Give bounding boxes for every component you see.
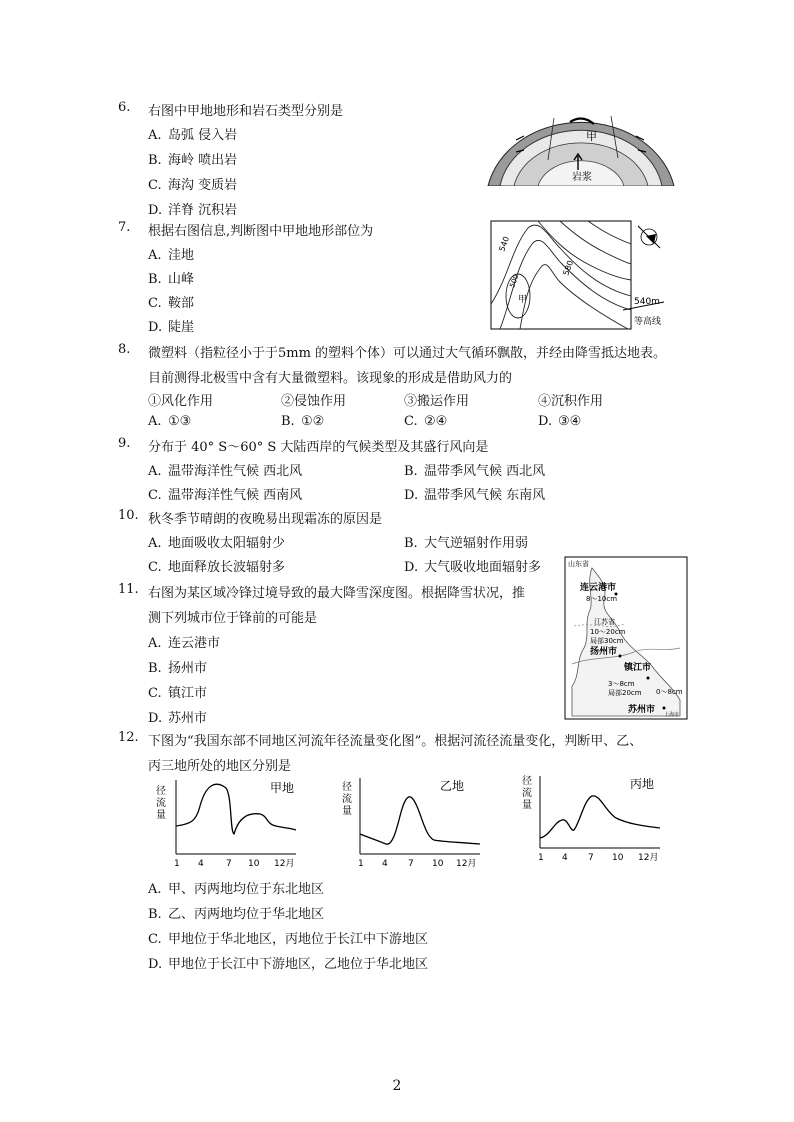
option-d[interactable]: D. 洋脊 沉积岩 [148, 203, 238, 218]
item-4: ④沉积作用 [538, 394, 604, 409]
tick-label: 4 [562, 853, 568, 863]
option-d[interactable]: D. 甲地位于长江中下游地区，乙地位于华北地区 [148, 957, 429, 972]
question-number: 7. [118, 220, 131, 235]
ylabel-char: 流 [522, 788, 532, 799]
option-b[interactable]: B. ①② [281, 414, 325, 429]
ylabel-char: 量 [342, 806, 352, 817]
depth-jiangsu-1: 10～20cm [590, 628, 626, 636]
option-c[interactable]: C. 镇江市 [148, 686, 208, 701]
item-2: ②侵蚀作用 [281, 394, 347, 409]
snowfall-depth-map [564, 556, 688, 720]
tick-label: 10 [432, 859, 444, 869]
ylabel-char: 流 [156, 798, 166, 809]
label-magma: 岩浆 [572, 172, 592, 183]
depth-east: 0～8cm [656, 688, 683, 696]
option-b[interactable]: B. 山峰 [148, 272, 195, 287]
option-a[interactable]: A. 地面吸收太阳辐射少 [148, 536, 286, 551]
ylabel-char: 流 [342, 794, 352, 805]
runoff-chart-yi [342, 778, 480, 869]
tick-label: 1 [538, 853, 544, 863]
option-c[interactable]: C. 温带海洋性气候 西南风 [148, 488, 303, 503]
option-c[interactable]: C. 甲地位于华北地区，丙地位于长江中下游地区 [148, 932, 429, 947]
contour-label-540: 540 [497, 235, 512, 253]
option-b[interactable]: B. 乙、丙两地均位于华北地区 [148, 907, 325, 922]
label-lianyungang: 连云港市 [580, 583, 617, 593]
question-stem: 根据右图信息,判断图中甲地地形部位为 [148, 224, 374, 239]
option-d[interactable]: D. 温带季风气候 东南风 [404, 488, 546, 503]
tick-label: 7 [588, 853, 594, 863]
tick-label: 1 [358, 859, 364, 869]
option-a[interactable]: A. ①③ [148, 414, 192, 429]
option-b[interactable]: B. 温带季风气候 西北风 [404, 464, 546, 479]
chart-title: 甲地 [270, 781, 295, 795]
tick-label: 7 [408, 859, 414, 869]
question-stem: 右图中甲地地形和岩石类型分别是 [148, 104, 344, 119]
question-stem: 秋冬季节晴朗的夜晚易出现霜冻的原因是 [148, 512, 383, 527]
contour-map-figure [488, 218, 674, 334]
tick-label: 10 [248, 859, 260, 869]
contour-label-580: 580 [561, 259, 576, 277]
tick-label: 7 [226, 859, 232, 869]
runoff-charts [150, 772, 690, 872]
ylabel-char: 径 [156, 786, 166, 797]
tick-label: 10 [612, 853, 624, 863]
tick-label: 4 [198, 859, 204, 869]
ylabel-char: 径 [522, 776, 532, 787]
depth-lianyungang: 8～10cm [586, 595, 618, 603]
option-d[interactable]: D. ③④ [538, 414, 582, 429]
option-b[interactable]: B. 海岭 喷出岩 [148, 153, 238, 168]
runoff-chart-jia [156, 780, 296, 869]
question-number: 9. [118, 436, 131, 451]
ylabel-char: 量 [156, 810, 166, 821]
question-stem: 分布于 40° S～60° S 大陆西岸的气候类型及其盛行风向是 [148, 440, 489, 455]
option-d[interactable]: D. 陡崖 [148, 320, 195, 335]
question-stem-line2: 丙三地所处的地区分别是 [148, 759, 292, 774]
option-a[interactable]: A. 洼地 [148, 248, 195, 263]
ylabel-char: 量 [522, 800, 532, 811]
question-number: 8. [118, 342, 131, 357]
label-shandong: 山东省 [568, 560, 589, 568]
option-c[interactable]: C. ②④ [404, 414, 448, 429]
question-number: 6. [118, 100, 131, 115]
label-zhenjiang: 镇江市 [624, 663, 652, 673]
label-jia: 甲 [586, 130, 597, 143]
option-a[interactable]: A. 连云港市 [148, 636, 221, 651]
question-number: 11. [118, 582, 139, 597]
item-1: ①风化作用 [148, 394, 214, 409]
chart-title: 乙地 [440, 779, 465, 793]
depth-zhenjiang-2: 局部20cm [608, 689, 642, 697]
chart-title: 丙地 [630, 777, 655, 791]
label-jia: 甲 [518, 295, 528, 305]
question-stem-line2: 目前测得北极雪中含有大量微塑料。该现象的形成是借助风力的 [148, 371, 513, 386]
tick-label: 4 [382, 859, 388, 869]
ylabel-char: 径 [342, 782, 352, 793]
tick-label: 12月 [274, 859, 295, 869]
contour-label-500: 500 [508, 273, 521, 289]
question-number: 10. [118, 508, 139, 523]
option-c[interactable]: C. 鞍部 [148, 296, 195, 311]
option-b[interactable]: B. 扬州市 [148, 661, 208, 676]
contour-legend-label: 等高线 [634, 317, 662, 327]
option-b[interactable]: B. 大气逆辐射作用弱 [404, 536, 529, 551]
label-jiangsu: 江苏省 [594, 618, 615, 626]
runoff-chart-bing [522, 775, 660, 863]
label-shanghai: 上海市 [664, 712, 680, 718]
page-number: 2 [392, 1078, 402, 1094]
plate-boundary-figure [486, 100, 676, 188]
option-a[interactable]: A. 甲、丙两地均位于东北地区 [148, 882, 325, 897]
tick-label: 1 [174, 859, 180, 869]
option-d[interactable]: D. 大气吸收地面辐射多 [404, 560, 542, 575]
label-yangzhou: 扬州市 [590, 647, 618, 657]
north-arrow-icon [638, 226, 660, 248]
question-stem: 下图为“我国东部不同地区河流年径流量变化图”。根据河流径流量变化，判断甲、乙、 [148, 734, 643, 749]
option-c[interactable]: C. 地面释放长波辐射多 [148, 560, 286, 575]
question-stem-line2: 测下列城市位于锋前的可能是 [148, 611, 318, 626]
question-stem: 微塑料（指粒径小于于5mm 的塑料个体）可以通过大气循环飘散，并经由降雪抵达地表。 [148, 346, 667, 361]
option-d[interactable]: D. 苏州市 [148, 711, 208, 726]
depth-jiangsu-2: 局部30cm [590, 637, 624, 645]
option-c[interactable]: C. 海沟 变质岩 [148, 178, 238, 193]
tick-label: 12月 [456, 859, 477, 869]
label-suzhou: 苏州市 [628, 705, 656, 715]
question-stem: 右图为某区域冷锋过境导致的最大降雪深度图。根据降雪状况，推 [148, 586, 526, 601]
option-a[interactable]: A. 岛弧 侵入岩 [148, 128, 238, 143]
question-number: 12. [118, 730, 139, 745]
item-3: ③搬运作用 [404, 394, 470, 409]
option-a[interactable]: A. 温带海洋性气候 西北风 [148, 464, 303, 479]
tick-label: 12月 [638, 853, 659, 863]
contour-legend-value: 540m [634, 297, 660, 307]
depth-zhenjiang-1: 3～8cm [608, 680, 635, 688]
